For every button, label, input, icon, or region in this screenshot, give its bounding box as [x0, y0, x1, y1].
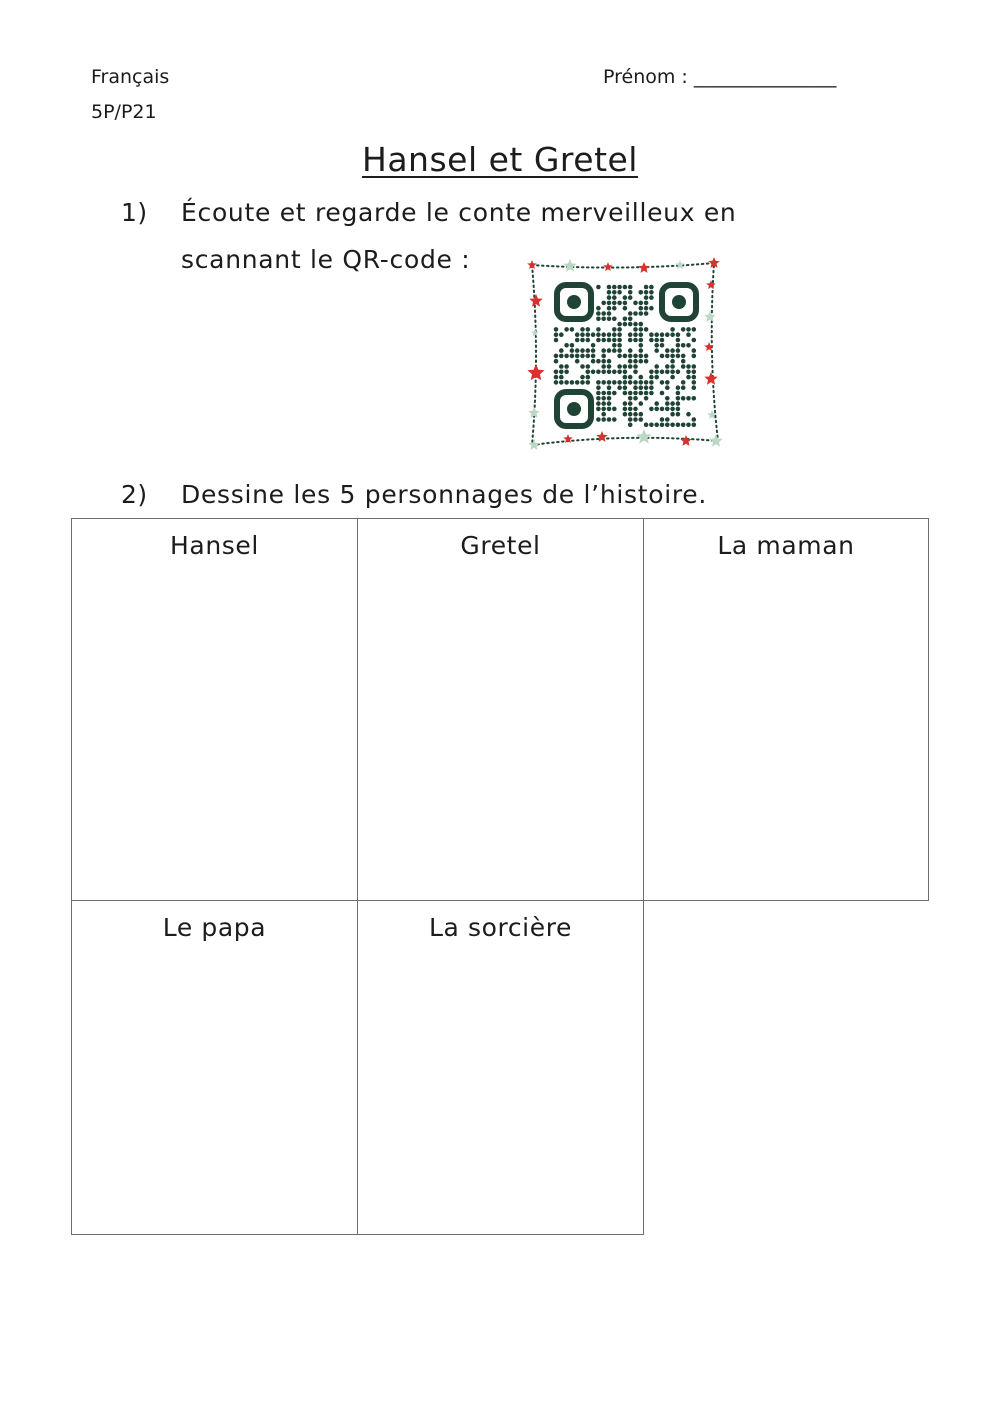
drawing-box-label: La sorcière	[428, 913, 573, 942]
drawing-box-label: La maman	[717, 531, 855, 560]
subject-label: Français	[91, 66, 170, 88]
drawing-box-witch[interactable]	[357, 900, 644, 1235]
page-title	[0, 140, 1000, 180]
question-2-text: Dessine les 5 personnages de l’histoire.	[181, 480, 708, 509]
drawing-box-father[interactable]	[71, 900, 358, 1235]
first-name-field: Prénom : _______________	[603, 66, 837, 88]
drawing-box-hansel[interactable]	[71, 518, 358, 901]
question-1-text-line-2: scannant le QR-code :	[181, 245, 471, 274]
question-1-text-line-1: Écoute et regarde le conte merveilleux en	[181, 198, 737, 227]
page-title-text: Hansel et Gretel	[362, 140, 638, 179]
drawing-box-label: Le papa	[162, 913, 267, 942]
drawing-box-label: Hansel	[170, 531, 259, 560]
question-2-number: 2)	[121, 480, 148, 509]
class-level-label: 5P/P21	[91, 101, 157, 123]
drawing-box-label: Gretel	[460, 531, 541, 560]
qr-code[interactable]	[524, 255, 724, 455]
question-1-number: 1)	[121, 198, 148, 227]
drawing-box-gretel[interactable]	[357, 518, 644, 901]
qr-modules	[554, 285, 696, 427]
drawing-box-mother[interactable]	[643, 518, 929, 901]
